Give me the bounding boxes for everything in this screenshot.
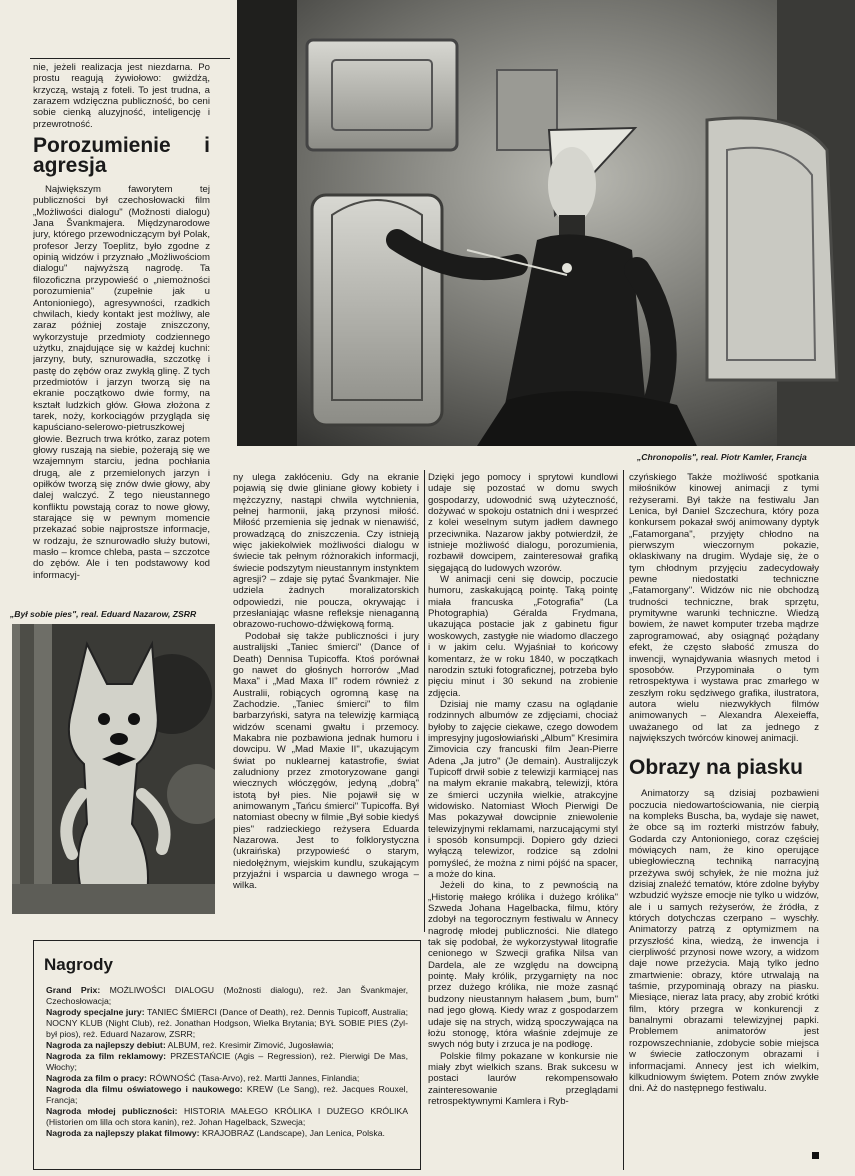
award-text: TANIEC ŚMIERCI (Dance of Death), reż. Dennis Tupicoff, Australia; NOCNY KLUB (Night Club), reż. Jonathan Hodgson, Wielka Brytania; BYŁ SOBIE PIES (Żyl-był pios), reż. Eduard Nazarow, ZSRR; bbox=[46, 1007, 409, 1039]
award-label: Nagroda za film o pracy: bbox=[46, 1073, 147, 1083]
column-2 bbox=[233, 472, 419, 912]
award-text: HISTORIA MAŁEGO KRÓLIKA I DUŻEGO KRÓLIKA (Historien om lilla och stora kanin), reż. Johan Hagelback, Szwecja; bbox=[46, 1106, 408, 1127]
column-4-bottom: Animatorzy są dzisiaj pozbawieni poczucia niedowartościowania, nie cierpią na kompleks Buscha, ba, wydaje się nawet, że obce są im rozterki mistrzów fabuły, Godarda czy Antonioniego, coraz częściej mówiących nam, że kino operujące ubiegłowieczną techniką narracyjną przeżywa swój schyłek, że nie można już dzisiaj znaleźć tematów, które zdolne byłyby wzbudzić wyższe emocje nie tylko u widzów, ale i u samych reżyserów, że źródła, z których dotychczas czerpano – wyschły. Animatorzy patrzą z optymizmem na przyszłość kina, wiedzą, że inwencja i cierpliwość przynosi nowe wzory, a widzom daje nowe przeżycia. Mają tylko jedno zmartwienie: obrazy, które utrwalają na taśmie, przypominają obrazy na piasku. Miesiące, nieraz lata pracy, aby zrobić krótki film, który przegra w konkurencji z banalnymi obrazami telewizyjnej papki. Problemem animatorów jest rozpowszechnianie, zdobycie sobie miejsca w świecie zatłoczonym obrazami i informacjami. Annecy jest ich wielkim, kilkudniowym świętem. Potem znów zwykłe dni. Aż do następnego festiwalu. bbox=[629, 788, 819, 1095]
photo-byl-sobie-pies bbox=[12, 624, 215, 914]
chronopolis-image bbox=[237, 0, 855, 446]
award-item bbox=[46, 1073, 408, 1084]
award-text: MOŻLIWOŚCI DIALOGU (Možnosti dialogu), reż. Jan Švankmajer, Czechosłowacja; bbox=[46, 985, 408, 1006]
award-label: Nagroda za film reklamowy: bbox=[46, 1051, 167, 1061]
column-3-body bbox=[428, 472, 618, 1107]
award-text: ALBUM, reż. Kresimir Zimović, Jugosławia; bbox=[165, 1040, 334, 1050]
column-1-intro: nie, jeżeli realizacja jest niezdarna. Po prostu reagują żywiołowo: gwiżdżą, krzyczą, wstają z foteli. To jest trudna, a zarazem wdzięczna publiczność, bo ceni sobie cienką aluzyjność, inteligencję i przewrotność. bbox=[33, 62, 210, 130]
paragraph: Dzięki jego pomocy i sprytowi kundlowi udaje się pozostać w domu swych gospodarzy, udowodnić swą użyteczność, dożywać w spokoju ostatnich dni i wesprzeć z kolei weselnym sutym jadłem dawnego przeciwnika. Nazarow jakby potwierdził, że istnieje możliwość dialogu, porozumienia, rozbawił dowcipem, zainteresował grafiką sięgającą do ludowych wzorów. bbox=[428, 472, 618, 574]
award-item bbox=[46, 1051, 408, 1073]
awards-box bbox=[33, 940, 421, 1170]
column-2-body bbox=[233, 472, 419, 892]
award-label: Nagroda młodej publiczności: bbox=[46, 1106, 178, 1116]
award-text: KREW (Le Sang), reż. Jacques Rouxel, Francja; bbox=[46, 1084, 409, 1105]
award-item bbox=[46, 1106, 408, 1128]
award-text: KRAJOBRAZ (Landscape), Jan Lenica, Polska. bbox=[199, 1128, 385, 1138]
paragraph: ny ulega zakłóceniu. Gdy na ekranie pojawią się dwie gliniane głowy kobiety i mężczyzny, nastąpi chwila wytchnienia, pełnej harmonii, jaką przynosi miłość. Miłość przemienia się jednak w nienawiść, prowadzącą do zniszczenia. Czy istnieją więc jakiekolwiek możliwości dialogu w świecie tak pełnym różnorakich informacji, świecie podszytym nieustannym instynktem agresji? – zdaje się pytać Švankmajer. Nie udziela żadnych moralizatorskich odpowiedzi, nie poucza, okrywając i przesłaniając własne refleksje nienaganną obrazowo-ruchowo-dźwiękową formą. bbox=[233, 472, 419, 631]
award-text: PRZESTAŃCIE (Agis – Regression), reż. Pierwigi De Mas, Włochy; bbox=[46, 1051, 408, 1072]
column-3 bbox=[428, 472, 618, 1164]
award-label: Grand Prix: bbox=[46, 985, 101, 995]
award-label: Nagroda za najlepszy debiut: bbox=[46, 1040, 166, 1050]
column-rule-3-4 bbox=[623, 470, 624, 1170]
section-heading-obrazy: Obrazy na piasku bbox=[629, 756, 803, 780]
awards-list bbox=[46, 985, 408, 1139]
awards-title: Nagrody bbox=[44, 955, 113, 974]
award-item bbox=[46, 1040, 408, 1051]
column-4-top: czyńskiego Także możliwość spotkania miłośników kinowej animacji z tymi reżyserami. Był także na festiwalu Jan Lenica, był Daniel Szczechura, który poza konkursem pokazał swój animowany dyptyk „Fatamorgana", przyjęty chłodno na pierwszym wieczornym pokazie, oklaskiwany na drugim. Wydaje się, że o tym chłodnym przyjęciu zadecydowały pewne niedostatki techniczne „Fatamorgany". Widzów nic nie obchodzą trudności techniczne, brak sprzętu, prymitywne warunki techniczne. Wiedzą bowiem, że nawet komputer trzeba mądrze zaprogramować, aby osiągnąć pożądany efekt, że często słabość zmusza do inwencji, wynajdywania własnych metod i sposobów. Przypominała o tym retrospektywa i wystawa prac zmarłego w zeszłym roku sędziwego grafika, ilustratora, autora wielu niezwykłych filmów animowanych – Alexandra Alexeieffa, uważanego od lat za jednego z największych twórców kinowej animacji. bbox=[629, 472, 819, 744]
award-label: Nagrody specjalne jury: bbox=[46, 1007, 145, 1017]
column-1 bbox=[33, 62, 210, 614]
award-text: RÓWNOŚĆ (Tasa-Arvo), reż. Martti Jannes, Finlandia; bbox=[146, 1073, 360, 1083]
paragraph: W animacji ceni się dowcip, poczucie humoru, zaskakującą pointę. Taką pointę miała francuska „Fotografia" (La Photographia) Géralda Frydmana, ukazująca postacie jak z gabinetu figur woskowych, zastygłe nie wiadomo dlaczego i w jakim celu. Wyjaśniał to końcowy komentarz, że w roku 1840, w początkach narodzin sztuki fotograficznej, potrzeba było pięciu minut i 30 sekund na zrobienie zdjęcia. bbox=[428, 574, 618, 699]
photo-chronopolis bbox=[237, 0, 855, 446]
award-label: Nagroda dla filmu oświatowego i naukowego: bbox=[46, 1084, 243, 1094]
award-label: Nagroda za najlepszy plakat filmowy: bbox=[46, 1128, 200, 1138]
caption-byl-sobie-pies: „Był sobie pies", real. Eduard Nazarow, ZSRR bbox=[10, 609, 197, 619]
article-end-mark bbox=[812, 1152, 819, 1159]
award-item bbox=[46, 1007, 408, 1040]
column-rule-2-3 bbox=[424, 470, 425, 932]
award-item bbox=[46, 1084, 408, 1106]
section-heading-porozumienie: Porozumienie i agresja bbox=[33, 134, 210, 178]
award-item bbox=[46, 1128, 408, 1139]
column-4 bbox=[629, 472, 819, 1164]
paragraph: Jeżeli do kina, to z pewnością na „Historię małego królika i dużego królika" Szweda Johana Hagelbacka, filmu, który zdobył na tegorocznym festiwalu w Annecy nagrodę młodej publiczności. Nie dlatego tak się podobał, że wykorzystywał litografie cenionego w Szwecji grafika Nilsa van Dardela, ale ze względu na dowcipną pointę. Mały królik, przygarnięty na noc przez dużego królika, nie może zasnąć budzony nieustannym hałasem „bum, bum" nad jego głową. Kiedy wraz z gospodarzem udaje się na strych, widzą spoczywająca na łożu stonogę, która właśnie zdejmuje ze swych nóg buty i zrzuca je na podłogę. bbox=[428, 880, 618, 1051]
paragraph: Podobał się także publiczności i jury australijski „Taniec śmierci" (Dance of Death) Dennisa Tupicoffa. Ktoś porównał go nawet do głośnych horrorów „Mad Maxa" i „Mad Maxa II" rodem również z Australii, robiących ogromną kasę na Zachodzie. „Taniec śmierci" to film barbarzyński, satyra na telewizję karmiącą widzów scenami gwałtu i przemocy. Makabra nie pozbawiona jednak humoru i dowcipu. W „Mad Maxie II", ukazującym świat po nuklearnej katastrofie, świat zaludniony przez zmotoryzowane gangi wiecznych włóczęgów, jedyną „dobrą" istotą był pies. Nie pojawił się w animowanym „Tańcu śmierci" Tupicoffa. Był natomiast obecny w filmie „Był sobie kiedyś pies" radzieckiego reżysera Eduarda Nazarowa. Jest to folklorystyczna (ukraińska) przypowieść o starym, niedołężnym, wiejskim kundlu, szukającym przyjaźni i wsparcia u dawnego wroga – wilka. bbox=[233, 630, 419, 892]
paragraph: Polskie filmy pokazane w konkursie nie miały zbyt wielkich szans. Brak sukcesu w postaci laurów rekompensowało zainteresowanie przeglądami retrospektywnymi Kamlera i Ryb- bbox=[428, 1050, 618, 1107]
top-left-rule bbox=[30, 58, 230, 59]
caption-chronopolis: „Chronopolis", real. Piotr Kamler, Francja bbox=[637, 452, 807, 462]
dog-image bbox=[12, 624, 215, 914]
paragraph: Dzisiaj nie mamy czasu na oglądanie rodzinnych albumów ze zdjęciami, chociaż byłoby to zajęcie ciekawe, czego dowodem impresyjny jugosłowiański „Album" Kresimira Zimovicia czy francuski film Jean-Pierre Adena „Ja jutro" (Je demain). Australijczyk Tupicoff drwił sobie z telewizji karmiącej nas na małym ekranie makabrą, telewizji, która ze śmierci uczyniła wielkie, atrakcyjne widowisko. Natomiast Włoch Pierwigi De Mas pokazywał dowcipnie zniewolenie telewizyjnymi reklamami, narzucającymi styl i sposób konsumpcji. Dopiero gdy dzieci wyłączą telewizor, rodzice są zdolni pomyśleć, że można z nimi pójść na spacer, a może do kina. bbox=[428, 698, 618, 881]
column-1-body: Największym faworytem tej publiczności był czechosłowacki film „Możliwości dialogu" (Možnosti dialogu) Jana Švankmajera. Międzynarodowe jury, którego przewodniczącym był Polak, profesor Jerzy Toeplitz, było zgodne z opinią widzów i przyznało „Możliwościom dialogu" najwyższą nagrodę. Ta filozoficzna przypowieść o „niemożności porozumienia" (zupełnie jak u Antonioniego), agresywności, rzadkich chwilach, kiedy kontakt jest możliwy, ale zaraz później zostaje zniszczony, wykorzystuje przedmioty codziennego użytku, znajdujące się w każdej kuchni: jarzyny, buty, sznurowadła, szczotkę i pastę do zębów oraz zwykłą glinę. Z tych przedmiotów i jarzyn tworzą się na ekranie początkowo dwie formy, na kształt ludzkich głów. Głowa złożona z tarek, noży, korkociągów przygląda się kapuściano-selerowo-pietruszkowej głowie. Bezruch trwa krótko, zaraz potem głowy ruszają na siebie, pożerają się we wzajemnym starciu, jedna pochłania drugą, ale z przemielonych jarzyn i opiłków tworzą się znów dwie głowy, aby dalej walczyć. Z tego nieustannego konfliktu powstają coraz to nowe głowy, starające się w pewnym momencie przekazać sobie najprostsze informacje, w rodzaju, że sznurowadło służy butowi, masło – kromce chleba, pasta – szczotce do zębów. Ale i ten podstawowy kod informacyj- bbox=[33, 184, 210, 581]
award-item bbox=[46, 985, 408, 1007]
